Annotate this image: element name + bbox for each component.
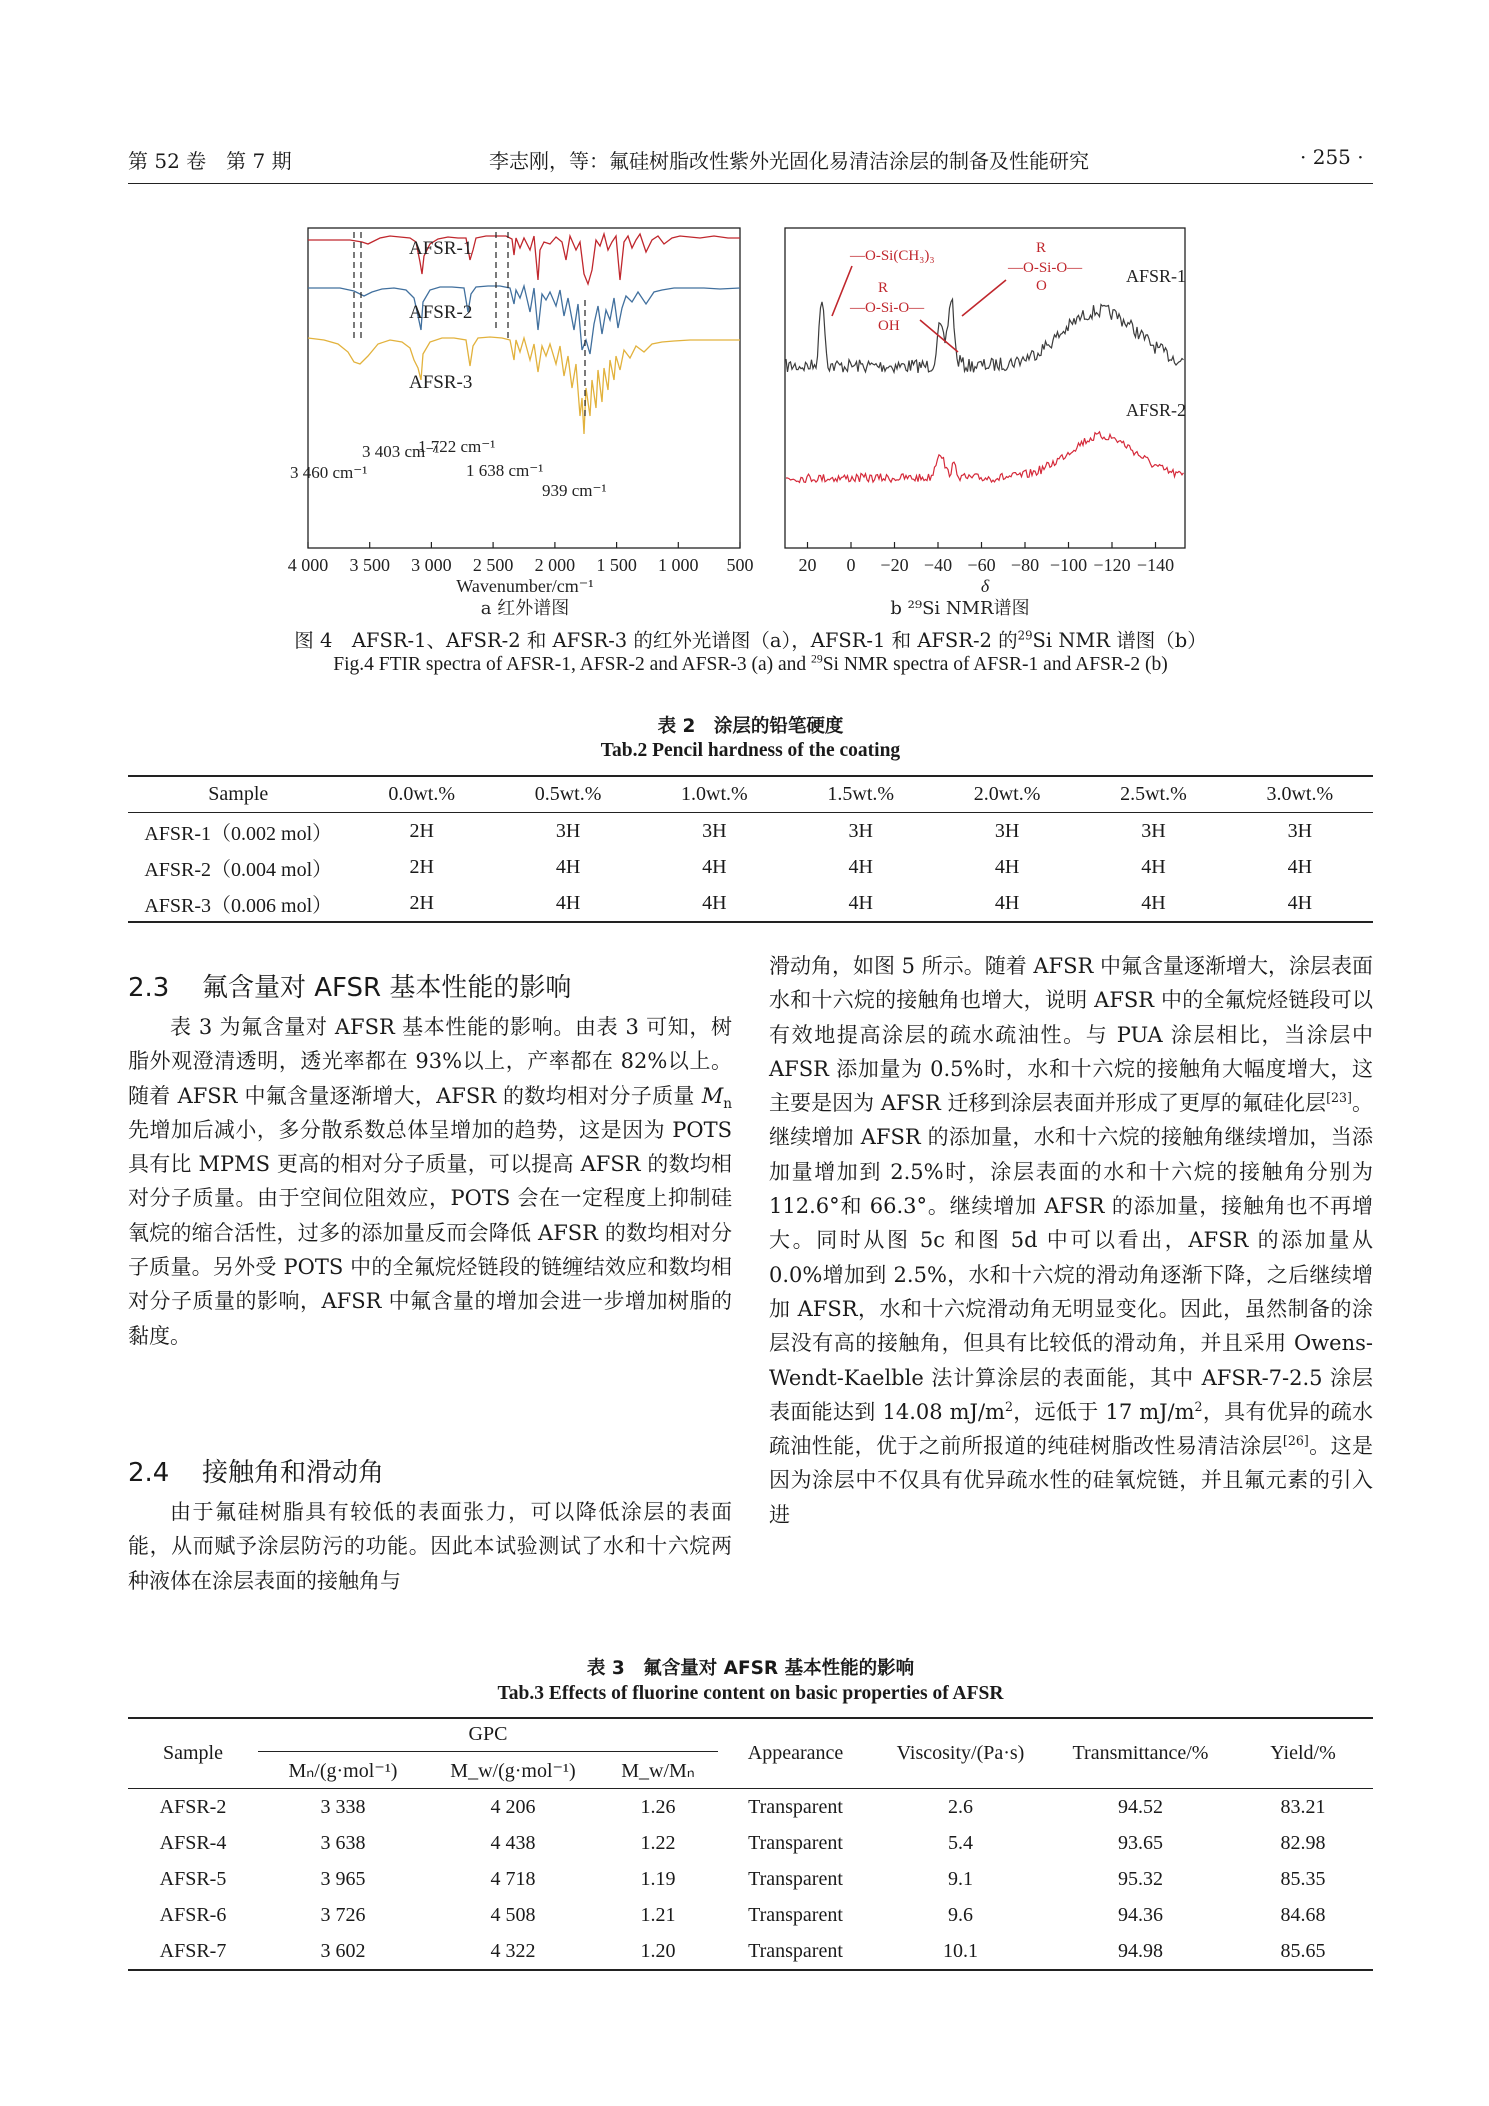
nmr-chart xyxy=(780,220,1220,620)
table2-caption-en: Tab.2 Pencil hardness of the coating xyxy=(600,740,901,761)
table-row: AFSR-5 3 965 4 718 1.19 Transparent 9.1 95.32 85.35 xyxy=(159,1867,1326,1890)
ftir-series-afsr-1 xyxy=(308,234,740,284)
table2-header: 3.0wt.% xyxy=(1266,782,1334,805)
section-2-3-heading: 2.3 氟含量对 AFSR 基本性能的影响 xyxy=(128,973,572,1003)
table3-caption-en: Tab.3 Effects of fluorine content on basic properties of AFSR xyxy=(497,1683,1004,1704)
table-row: AFSR-2 3 338 4 206 1.26 Transparent 2.6 94.52 83.21 xyxy=(159,1795,1326,1818)
ftir-peak-1722: 1 722 cm⁻¹ xyxy=(418,437,496,456)
svg-text:—O-Si-O—: —O-Si-O— xyxy=(850,300,925,316)
nmr-label-afsr-2: AFSR-2 xyxy=(1126,400,1187,420)
ftir-plot-frame xyxy=(308,228,740,548)
table3-header-mw: M_w/(g·mol⁻¹) xyxy=(450,1759,576,1782)
nmr-xtick: −140 xyxy=(1136,555,1175,575)
ftir-xtick: 1 500 xyxy=(596,555,637,575)
ftir-chart xyxy=(280,220,760,620)
nmr-xtick: −40 xyxy=(923,555,953,575)
nmr-xtick: −120 xyxy=(1093,555,1131,575)
table2-header: 2.0wt.% xyxy=(973,782,1041,805)
figure-caption-cn: 图 4 AFSR-1、AFSR-2 和 AFSR-3 的红外光谱图（a），AFSR-1 和 AFSR-2 的$^{29}$Si NMR 谱图（b） xyxy=(294,628,1207,652)
table3-header-transmittance: Transmittance/% xyxy=(1072,1741,1209,1764)
table3-header-appearance: Appearance xyxy=(747,1741,844,1764)
ftir-label-afsr-1: AFSR-1 xyxy=(409,238,473,259)
section-2-3-body: 表 3 为氟含量对 AFSR 基本性能的影响。由表 3 可知，树脂外观澄清透明，透光率都在 93%以上，产率都在 82%以上。随着 AFSR 中氟含量逐渐增大，AFSR 的数均相对分子质量 $M_n$ 先增加后减小，多分散系数总体呈增加的趋势，这是因为 POTS 具有比 MPMS 更高的相对分子质量，可以提高 AFSR 的数均相对分子质量。由于空间位阻效应，POTS 会在一定程度上抑制硅氧烷的缩合活性，过多的添加量反而会降低 AFSR 的数均相对分子质量。另外受 POTS 中的全氟烷烃链段的链缠结效应和数均相对分子质量的影响，AFSR 中氟含量的增加会进一步增加树脂的黏度。 xyxy=(128,1015,732,1348)
nmr-xtick: −20 xyxy=(880,555,909,575)
ftir-peak-1638: 1 638 cm⁻¹ xyxy=(466,461,544,480)
table2-header: 0.5wt.% xyxy=(534,782,602,805)
section-2-4-heading: 2.4 接触角和滑动角 xyxy=(128,1458,385,1488)
header-rule xyxy=(128,183,1373,184)
table3-header-gpc: GPC xyxy=(258,1718,718,1752)
journal-volume-issue: 第 52 卷 第 7 期 xyxy=(128,149,292,173)
svg-text:O: O xyxy=(1036,278,1047,294)
table2-caption-cn: 表 2 涂层的铅笔硬度 xyxy=(657,716,844,737)
nmr-label-afsr-1: AFSR-1 xyxy=(1126,266,1187,286)
table-row: AFSR-4 3 638 4 438 1.22 Transparent 5.4 93.65 82.98 xyxy=(159,1831,1326,1854)
table-row: AFSR-2（0.004 mol） 2H 4H 4H 4H 4H 4H 4H xyxy=(144,855,1313,881)
table3-header-mn: Mₙ/(g·mol⁻¹) xyxy=(288,1759,398,1782)
ftir-peak-939: 939 cm⁻¹ xyxy=(542,481,607,500)
ftir-sublabel: a 红外谱图 xyxy=(480,598,570,619)
table-row: AFSR-1（0.002 mol） 2H 3H 3H 3H 3H 3H 3H xyxy=(144,819,1313,845)
nmr-xtick: −100 xyxy=(1049,555,1088,575)
ftir-label-afsr-2: AFSR-2 xyxy=(409,302,473,323)
table-row: AFSR-3（0.006 mol） 2H 4H 4H 4H 4H 4H 4H xyxy=(128,885,1373,922)
page-number: · 255 · xyxy=(1300,145,1364,169)
table2-header: 2.5wt.% xyxy=(1120,782,1187,805)
table3-header-pdi: M_w/Mₙ xyxy=(621,1759,695,1782)
nmr-series-afsr-1 xyxy=(786,299,1184,373)
nmr-xtick: 20 xyxy=(798,555,817,575)
ftir-xtick: 500 xyxy=(726,555,754,575)
table2-header: 1.5wt.% xyxy=(827,782,895,805)
svg-text:—O-Si-O—: —O-Si-O— xyxy=(1008,260,1083,276)
ftir-peak-3403: 3 403 cm⁻¹ xyxy=(362,442,440,461)
ftir-xtick: 1 000 xyxy=(658,555,699,575)
table2 xyxy=(128,776,1373,923)
nmr-xlabel: δ xyxy=(980,576,990,596)
nmr-x-tickmarks xyxy=(808,542,1156,548)
nmr-series-afsr-2 xyxy=(786,432,1184,483)
ftir-xtick: 2 500 xyxy=(472,555,514,575)
ftir-peak-3460: 3 460 cm⁻¹ xyxy=(290,463,368,482)
table3-header-sample: Sample xyxy=(163,1741,223,1764)
table3-header-yield: Yield/% xyxy=(1270,1741,1336,1764)
ftir-xlabel: Wavenumber/cm⁻¹ xyxy=(456,576,594,596)
nmr-plot-frame xyxy=(785,228,1185,548)
svg-text:R: R xyxy=(1036,240,1047,256)
ftir-xtick: 4 000 xyxy=(287,555,329,575)
table-row: AFSR-6 3 726 4 508 1.21 Transparent 9.6 94.36 84.68 xyxy=(159,1903,1326,1926)
table3 xyxy=(128,1718,1373,1971)
nmr-xtick: 0 xyxy=(846,555,856,575)
ftir-xtick: 2 000 xyxy=(534,555,576,575)
ftir-xtick: 3 000 xyxy=(411,555,452,575)
ftir-series-afsr-3 xyxy=(308,337,740,434)
svg-text:R: R xyxy=(878,280,889,296)
section-2-4-body: 由于氟硅树脂具有较低的表面张力，可以降低涂层的表面能，从而赋予涂层防污的功能。因此本试验测试了水和十六烷两种液体在涂层表面的接触角与 xyxy=(128,1500,732,1593)
table2-header: 1.0wt.% xyxy=(681,782,748,805)
right-column-body: 滑动角，如图 5 所示。随着 AFSR 中氟含量逐渐增大，涂层表面水和十六烷的接触角也增大，说明 AFSR 中的全氟烷烃链段可以有效地提高涂层的疏水疏油性。与 PUA 涂层相比，当涂层中 AFSR 添加量为 0.5%时，水和十六烷的接触角大幅度增大，这主要是因为 AFSR 迁移到涂层表面并形成了更厚的氟硅化层[23]。继续增加 AFSR 的添加量，水和十六烷的接触角继续增加，当添加量增加到 2.5%时，涂层表面的水和十六烷的接触角分别为 112.6°和 66.3°。继续增加 AFSR 的添加量，接触角也不再增大。同时从图 5c 和图 5d 中可以看出，AFSR 的添加量从 0.0%增加到 2.5%，水和十六烷的滑动角逐渐下降，之后继续增加 AFSR，水和十六烷滑动角无明显变化。因此，虽然制备的涂层没有高的接触角，但具有比较低的滑动角，并且采用 Owens-Wendt-Kaelble 法计算涂层的表面能，其中 AFSR-7-2.5 涂层表面能达到 14.08 $mJ/m^2$，远低于 17 $mJ/m^2$，具有优异的疏水疏油性能，优于之前所报道的纯硅树脂改性易清洁涂层[26]。这是因为涂层中不仅具有优异疏水性的硅氧烷链，并且氟元素的引入进 xyxy=(769,954,1374,1527)
ftir-xtick: 3 500 xyxy=(349,555,390,575)
nmr-xtick: −60 xyxy=(967,555,996,575)
table3-caption-cn: 表 3 氟含量对 AFSR 基本性能的影响 xyxy=(586,1658,915,1679)
figure-caption-en: Fig.4 FTIR spectra of AFSR-1, AFSR-2 and AFSR-3 (a) and $^{29}$Si NMR spectra of AFSR-1 and AFSR-2 (b) xyxy=(333,652,1168,675)
annotation-o-si-ch3-3: —O-Si(CH₃)₃ xyxy=(850,248,935,264)
ftir-label-afsr-3: AFSR-3 xyxy=(409,372,473,393)
running-title: 李志刚，等：氟硅树脂改性紫外光固化易清洁涂层的制备及性能研究 xyxy=(489,149,1089,173)
table3-header-viscosity: Viscosity/(Pa·s) xyxy=(896,1741,1025,1764)
table2-header: Sample xyxy=(208,782,269,805)
table2-header-row xyxy=(128,776,1373,813)
ftir-x-tickmarks xyxy=(308,542,740,548)
nmr-xtick: −80 xyxy=(1010,555,1040,575)
svg-text:OH: OH xyxy=(878,318,900,334)
nmr-annotations xyxy=(849,240,1083,334)
ftir-series-afsr-2 xyxy=(308,286,740,354)
table2-header: 0.0wt.% xyxy=(388,782,456,805)
nmr-sublabel: b ²⁹Si NMR谱图 xyxy=(890,598,1030,619)
table-row: AFSR-7 3 602 4 322 1.20 Transparent 10.1 94.98 85.65 xyxy=(128,1933,1373,1970)
